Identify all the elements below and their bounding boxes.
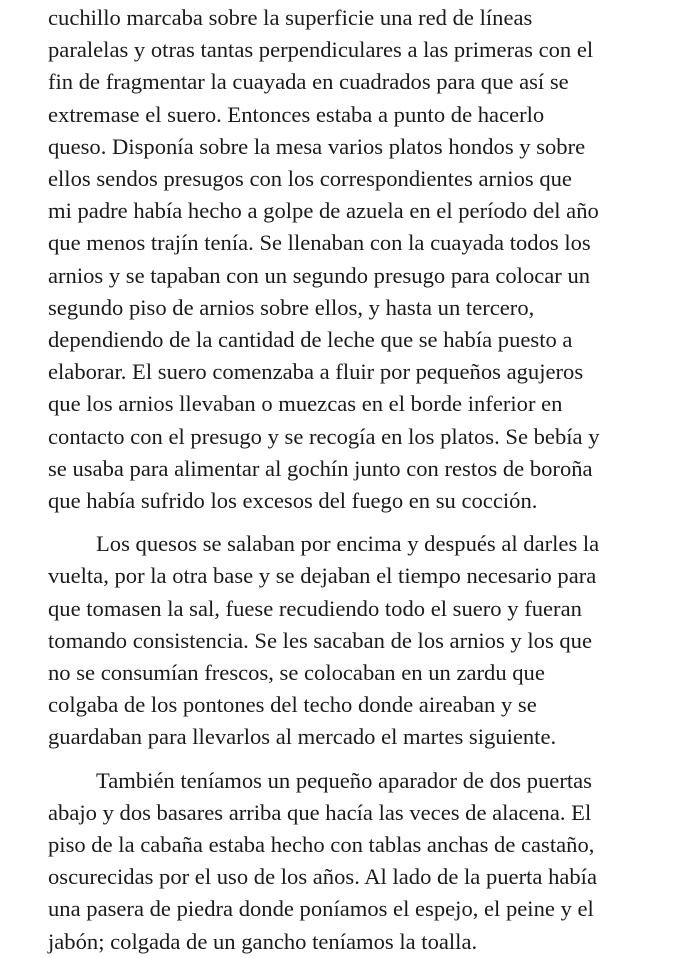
text-line: fin de fragmentar la cuayada en cuadrados para que así se bbox=[48, 69, 569, 95]
document-page bbox=[48, 2, 688, 958]
text-line: jabón; colgada de un gancho teníamos la toalla. bbox=[48, 928, 478, 954]
text-line-indented: Los quesos se salaban por encima y después al darles la bbox=[96, 531, 600, 557]
text-line: arnios y se tapaban con un segundo presugo para colocar un bbox=[48, 262, 591, 288]
text-line: elaborar. El suero comenzaba a fluir por pequeños agujeros bbox=[48, 359, 584, 385]
text-line: extremase el suero. Entonces estaba a punto de hacerlo bbox=[48, 101, 545, 127]
text-line: que había sufrido los excesos del fuego en su cocción. bbox=[48, 488, 538, 514]
text-line: dependiendo de la cantidad de leche que se había puesto a bbox=[48, 327, 573, 353]
text-line: piso de la cabaña estaba hecho con tablas anchas de castaño, bbox=[48, 832, 595, 858]
text-line: se usaba para alimentar al gochín junto con restos de boroña bbox=[48, 455, 593, 481]
text-line: mi padre había hecho a golpe de azuela en el período del año bbox=[48, 198, 599, 224]
text-line: guardaban para llevarlos al mercado el martes siguiente. bbox=[48, 724, 557, 750]
text-line: tomando consistencia. Se les sacaban de los arnios y los que bbox=[48, 627, 593, 653]
text-line: cuchillo marcaba sobre la superficie una red de líneas bbox=[48, 5, 533, 30]
text-line: queso. Disponía sobre la mesa varios platos hondos y sobre bbox=[48, 133, 586, 159]
text-line: que los arnios llevaban o muezcas en el borde inferior en bbox=[48, 391, 563, 417]
paragraph-3 bbox=[48, 765, 688, 958]
text-line-indented: También teníamos un pequeño aparador de dos puertas bbox=[96, 767, 592, 793]
paragraph-1 bbox=[48, 2, 688, 517]
text-line: que menos trajín tenía. Se llenaban con la cuayada todos los bbox=[48, 230, 591, 256]
text-line: segundo piso de arnios sobre ellos, y hasta un tercero, bbox=[48, 294, 535, 320]
text-line: una pasera de piedra donde poníamos el espejo, el peine y el bbox=[48, 896, 594, 922]
text-line: paralelas y otras tantas perpendiculares a las primeras con el bbox=[48, 37, 594, 63]
text-line: oscurecidas por el uso de los años. Al lado de la puerta había bbox=[48, 864, 597, 890]
text-line: ellos sendos presugos con los correspondientes arnios que bbox=[48, 166, 572, 192]
text-line: contacto con el presugo y se recogía en los platos. Se bebía y bbox=[48, 423, 600, 449]
text-line: vuelta, por la otra base y se dejaban el tiempo necesario para bbox=[48, 563, 597, 589]
paragraph-2 bbox=[48, 528, 688, 753]
text-line: colgaba de los pontones del techo donde aireaban y se bbox=[48, 692, 537, 718]
text-line: abajo y dos basares arriba que hacía las veces de alacena. El bbox=[48, 799, 592, 825]
text-line: no se consumían frescos, se colocaban en un zardu que bbox=[48, 660, 545, 686]
text-line: que tomasen la sal, fuese recudiendo todo el suero y fueran bbox=[48, 595, 582, 621]
